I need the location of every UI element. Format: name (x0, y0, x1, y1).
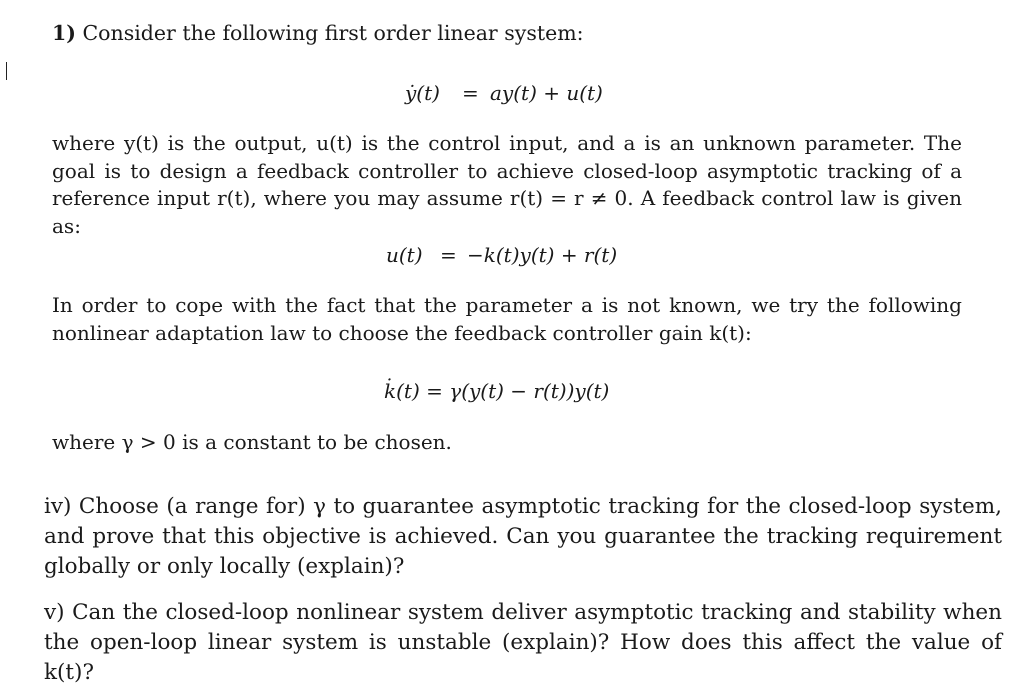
equation-control-equals: = (440, 243, 457, 267)
question-iv: iv) Choose (a range for) γ to guarantee asymptotic tracking for the closed-loop system, and prove that this objective is achieved. Can you guarantee the tracking requirement globally or only locally (explain)? (44, 494, 1002, 579)
paragraph-gamma: where γ > 0 is a constant to be chosen. (52, 430, 452, 454)
equation-system-rhs: ay(t) + u(t) (490, 81, 603, 105)
problem-title: Consider the following first order linear system: (82, 21, 584, 45)
equation-system-equals: = (462, 81, 479, 105)
problem-heading (52, 20, 962, 48)
equation-adaptation-text: k̇(t) = γ(y(t) − r(t))y(t) (384, 379, 610, 403)
paragraph-adaptation: In order to cope with the fact that the parameter a is not known, we try the following nonlinear adaptation law to choose the feedback controller gain k(t): (52, 293, 962, 345)
equation-system-lhs: ẏ(t) (405, 81, 440, 105)
equation-control-rhs: −k(t)y(t) + r(t) (467, 243, 618, 267)
text-cursor (6, 62, 7, 80)
paragraph-description: where y(t) is the output, u(t) is the control input, and a is an unknown parameter. The goal is to design a feedback controller to achieve closed-loop asymptotic tracking of a reference input r(t), where you may assume r(t) = r ≠ 0. A feedback control law is given as: (52, 131, 962, 238)
question-v: v) Can the closed-loop nonlinear system deliver asymptotic tracking and stability when the open-loop linear system is unstable (explain)? How does this affect the value of k(t)? (44, 600, 1002, 685)
equation-control-lhs: u(t) (386, 243, 423, 267)
problem-number: 1) (52, 21, 76, 45)
